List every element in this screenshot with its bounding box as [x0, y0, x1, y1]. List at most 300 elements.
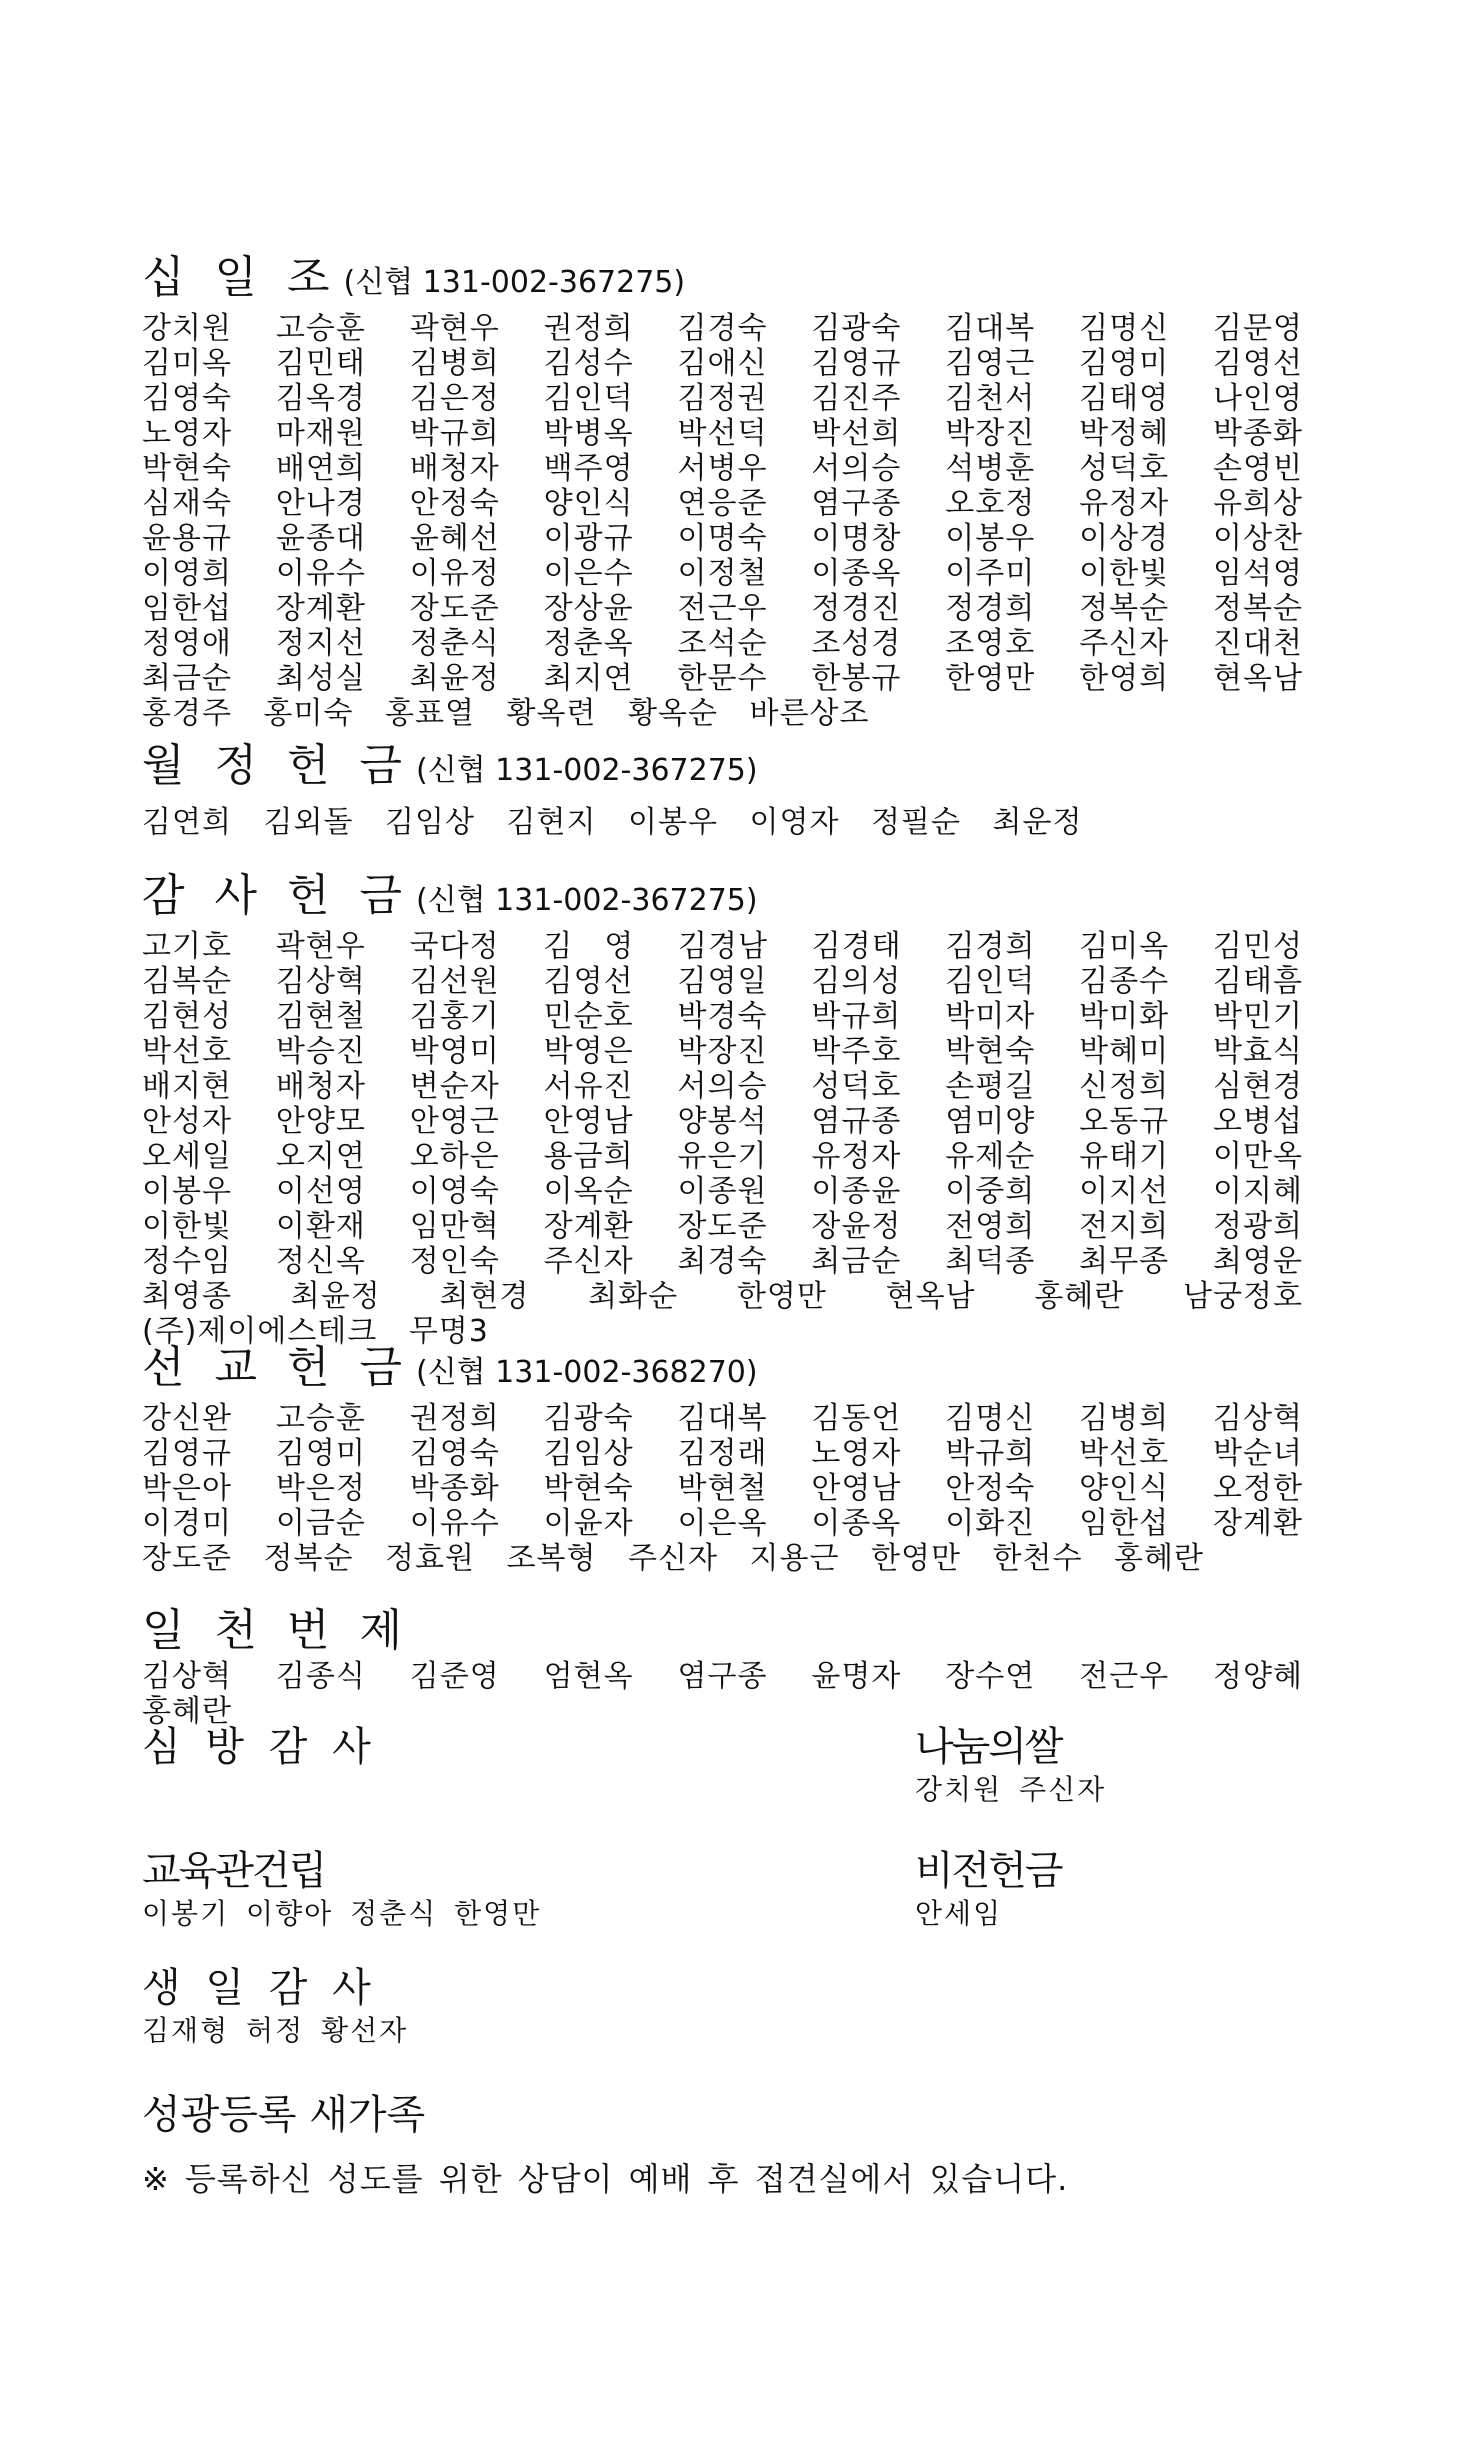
donor-name: 최현경 [439, 1279, 530, 1314]
mission-names [142, 1401, 1322, 1576]
donor-name: 이상경 [1079, 521, 1170, 556]
donor-name: 이만옥 [1213, 1139, 1303, 1174]
donor-name: 이은수 [543, 556, 634, 591]
donor-name: 현옥남 [885, 1279, 976, 1314]
donor-name: 정수임 [142, 1244, 232, 1279]
thanks-account: (신협 131-002-367275) [415, 883, 758, 918]
donor-name: 이영희 [142, 556, 232, 591]
donor-name: 이중희 [945, 1174, 1036, 1209]
donor-name: 박승진 [275, 1034, 366, 1069]
donor-name: 김연희 [142, 805, 232, 840]
thanks-offering-section [142, 868, 1322, 1349]
donor-name: 박효식 [1213, 1034, 1303, 1069]
thanks-names [142, 929, 1322, 1349]
donor-name: 장도준 [142, 1541, 232, 1576]
donor-name: 박민기 [1213, 999, 1303, 1034]
donor-name: 이경미 [142, 1506, 232, 1541]
donor-name: 무명3 [408, 1314, 489, 1349]
donor-name: 박경숙 [677, 999, 768, 1034]
donor-name: 홍미숙 [263, 696, 354, 731]
donor-name: 이한빛 [1079, 556, 1170, 591]
donor-name: 임한섭 [142, 591, 232, 626]
donor-name: 이환재 [275, 1209, 366, 1244]
donor-name: 서의승 [677, 1069, 768, 1104]
donor-name: 권정희 [409, 1401, 500, 1436]
donor-name: 오동규 [1079, 1104, 1170, 1139]
birthday-section [142, 1963, 742, 2049]
donor-name: 박규희 [945, 1436, 1036, 1471]
donor-name: 김대복 [677, 1401, 768, 1436]
donor-name: 이유수 [409, 1506, 500, 1541]
donor-name: 안영남 [543, 1104, 634, 1139]
donor-name: 주신자 [543, 1244, 634, 1279]
donor-name: 박선호 [142, 1034, 232, 1069]
donor-name: 양봉석 [677, 1104, 768, 1139]
donor-name: 정필순 [871, 805, 961, 840]
donor-name: 이윤자 [543, 1506, 634, 1541]
donor-name: 이지선 [1079, 1174, 1170, 1209]
donor-name: 김태흠 [1213, 964, 1303, 999]
donor-name: 황옥련 [506, 696, 597, 731]
donor-name: 장상윤 [543, 591, 634, 626]
donor-name: 장계환 [275, 591, 366, 626]
donor-name: 정신옥 [275, 1244, 366, 1279]
donor-name: 김임상 [385, 805, 475, 840]
donor-name: 안정숙 [945, 1471, 1036, 1506]
donor-name: 김정래 [677, 1436, 768, 1471]
donor-name: 염규종 [811, 1104, 902, 1139]
donor-name: 정복순 [263, 1541, 354, 1576]
nanum-names: 강치원 주신자 [915, 1773, 1107, 1806]
donor-name: 국다정 [409, 929, 500, 964]
donor-name: (주)제이에스테크 [142, 1314, 378, 1349]
donor-name: 강신완 [142, 1401, 232, 1436]
thanks-heading [142, 868, 1322, 929]
donor-name: 이명창 [811, 521, 902, 556]
donor-name: 한영만 [871, 1541, 961, 1576]
donor-name: 오지연 [275, 1139, 366, 1174]
donor-name: 마재원 [275, 416, 366, 451]
donor-name: 박미화 [1079, 999, 1170, 1034]
donor-name: 조복형 [506, 1541, 597, 1576]
donor-name: 최영종 [142, 1279, 232, 1314]
donor-name: 한영만 [736, 1279, 827, 1314]
donor-name: 안정숙 [409, 486, 500, 521]
donor-name: 김병희 [1079, 1401, 1170, 1436]
donor-name: 정광희 [1213, 1209, 1303, 1244]
tithe-heading [142, 250, 1322, 311]
tithe-title: 십 일 조 [142, 252, 338, 303]
donor-name: 안양모 [275, 1104, 366, 1139]
donor-name: 용금희 [543, 1139, 634, 1174]
birthday-names: 김재형 허정 황선자 [142, 2014, 409, 2047]
donor-name: 한영희 [1079, 661, 1170, 696]
donor-name: 이봉우 [945, 521, 1036, 556]
donor-name: 홍혜란 [1114, 1541, 1204, 1576]
donor-name: 손평길 [945, 1069, 1036, 1104]
donor-name: 박현숙 [142, 451, 232, 486]
donor-name: 홍혜란 [142, 1694, 232, 1729]
donor-name: 김홍기 [409, 999, 500, 1034]
donor-name: 정춘옥 [543, 626, 634, 661]
donor-name: 배청자 [409, 451, 500, 486]
donor-name: 최윤정 [290, 1279, 381, 1314]
donor-name: 김종수 [1079, 964, 1170, 999]
donor-name: 권정희 [543, 311, 634, 346]
vision-title: 비전헌금 [915, 1848, 1062, 1894]
donor-name: 최경숙 [677, 1244, 768, 1279]
donor-name: 이한빛 [142, 1209, 232, 1244]
donor-name: 장계환 [543, 1209, 634, 1244]
donor-name: 곽현우 [409, 311, 500, 346]
donor-name: 나인영 [1213, 381, 1303, 416]
donor-name: 박선호 [1079, 1436, 1170, 1471]
donor-name: 최윤정 [409, 661, 500, 696]
donor-name: 박정혜 [1079, 416, 1170, 451]
donor-name: 이영자 [749, 805, 840, 840]
donor-name: 김경숙 [677, 311, 768, 346]
donor-name: 한천수 [992, 1541, 1083, 1576]
donor-name: 민순호 [543, 999, 634, 1034]
donor-name: 김현성 [142, 999, 232, 1034]
donor-name: 박영미 [409, 1034, 500, 1069]
donor-name: 박선덕 [677, 416, 768, 451]
donor-name: 전지희 [1079, 1209, 1170, 1244]
donor-name: 홍표열 [385, 696, 475, 731]
donor-name: 이유수 [275, 556, 366, 591]
donor-name: 오호정 [945, 486, 1036, 521]
visitation-section [142, 1722, 642, 1772]
donor-name: 김미옥 [1079, 929, 1170, 964]
donor-name: 양인식 [543, 486, 634, 521]
donor-name: 서유진 [543, 1069, 634, 1104]
donor-name: 유정자 [1079, 486, 1170, 521]
donor-name: 엄현옥 [543, 1659, 634, 1694]
donor-name: 정경진 [811, 591, 902, 626]
donor-name: 노영자 [142, 416, 232, 451]
donor-name: 이은옥 [677, 1506, 768, 1541]
donor-name: 김현지 [506, 805, 597, 840]
donor-name: 김진주 [811, 381, 902, 416]
mission-heading [142, 1340, 1322, 1401]
donor-name: 정춘식 [409, 626, 500, 661]
donor-name: 석병훈 [945, 451, 1036, 486]
donor-name: 윤혜선 [409, 521, 500, 556]
donor-name: 이종옥 [811, 1506, 902, 1541]
donor-name: 김명신 [1079, 311, 1170, 346]
education-building-section [142, 1846, 742, 1932]
mission-account: (신협 131-002-368270) [415, 1355, 758, 1390]
donor-name: 이종옥 [811, 556, 902, 591]
donor-name: 이정철 [677, 556, 768, 591]
donor-name: 이유정 [409, 556, 500, 591]
donor-name: 한문수 [677, 661, 768, 696]
donor-name: 김영규 [142, 1436, 232, 1471]
donor-name: 오정한 [1213, 1471, 1303, 1506]
donor-name: 이봉우 [628, 805, 718, 840]
donor-name: 곽현우 [275, 929, 366, 964]
donor-name: 최영운 [1213, 1244, 1303, 1279]
donor-name: 박장진 [945, 416, 1036, 451]
thanks-title: 감 사 헌 금 [142, 870, 410, 921]
donor-name: 김광숙 [811, 311, 902, 346]
donor-name: 변순자 [409, 1069, 500, 1104]
donor-name: 조성경 [811, 626, 902, 661]
donor-name: 김민태 [275, 346, 366, 381]
donor-name: 김현철 [275, 999, 366, 1034]
donor-name: 이주미 [945, 556, 1036, 591]
donor-name: 조석순 [677, 626, 768, 661]
donor-name: 박장진 [677, 1034, 768, 1069]
donor-name: 김정권 [677, 381, 768, 416]
donor-name: 최금순 [142, 661, 232, 696]
donor-name: 박규희 [409, 416, 500, 451]
donor-name: 바른상조 [749, 696, 870, 731]
donor-name: 김영일 [677, 964, 768, 999]
donor-name: 박종화 [1213, 416, 1303, 451]
donor-name: 고승훈 [275, 311, 366, 346]
donor-name: 장계환 [1213, 1506, 1303, 1541]
donor-name: 김광숙 [543, 1401, 634, 1436]
donor-name: 서의승 [811, 451, 902, 486]
donor-name: 김경남 [678, 929, 768, 964]
ilcheon-names [142, 1659, 1322, 1729]
donor-name: 유태기 [1079, 1139, 1170, 1174]
donor-name: 염구종 [677, 1659, 768, 1694]
donor-name: 김영숙 [142, 381, 232, 416]
donor-name: 안영근 [409, 1104, 500, 1139]
donor-name: 배연희 [275, 451, 366, 486]
donor-name: 안성자 [142, 1104, 232, 1139]
new-family-section [142, 2090, 1322, 2200]
donor-name: 염구종 [811, 486, 902, 521]
donor-name: 윤명자 [811, 1659, 902, 1694]
donor-name: 박혜미 [1079, 1034, 1170, 1069]
donor-name: 김상혁 [275, 964, 366, 999]
donor-name: 오병섭 [1213, 1104, 1303, 1139]
donor-name: 김경태 [811, 929, 902, 964]
donor-name: 임만혁 [409, 1209, 500, 1244]
donor-name: 성덕호 [1079, 451, 1170, 486]
donor-name: 김상혁 [1213, 1401, 1303, 1436]
donor-name: 유정자 [811, 1139, 902, 1174]
donor-name: 황옥순 [628, 696, 718, 731]
donor-name: 정경희 [945, 591, 1036, 626]
donor-name: 박종화 [409, 1471, 500, 1506]
donor-name: 조영호 [945, 626, 1036, 661]
donor-name: 김복순 [142, 964, 232, 999]
donor-name: 이광규 [543, 521, 634, 556]
donor-name: 김영미 [275, 1436, 366, 1471]
donor-name: 성덕호 [811, 1069, 902, 1104]
tithe-account: (신협 131-002-367275) [343, 265, 686, 300]
thousand-offering-section [142, 1603, 1322, 1729]
donor-name: 오세일 [142, 1139, 232, 1174]
donor-name: 김옥경 [275, 381, 366, 416]
donor-name: 고기호 [142, 929, 232, 964]
donor-name: 최지연 [543, 661, 634, 696]
donor-name: 이지혜 [1213, 1174, 1303, 1209]
donor-name: 홍혜란 [1034, 1279, 1125, 1314]
donor-name: 박현철 [677, 1471, 768, 1506]
donor-name: 임한섭 [1079, 1506, 1170, 1541]
monthly-heading [142, 738, 1322, 799]
donor-name: 임석영 [1213, 556, 1303, 591]
donor-name: 홍경주 [142, 696, 232, 731]
donor-name: 김명신 [945, 1401, 1036, 1436]
donor-name: 한영만 [945, 661, 1036, 696]
donor-name: 고승훈 [275, 1401, 366, 1436]
donor-name: 김인덕 [945, 964, 1036, 999]
donor-name: 노영자 [811, 1436, 902, 1471]
donor-name: 박현숙 [945, 1034, 1036, 1069]
newfamily-note: ※ 등록하신 성도를 위한 상담이 예배 후 접견실에서 있습니다. [142, 2160, 1069, 2198]
donor-name: 장수연 [945, 1659, 1036, 1694]
birthday-title: 생 일 감 사 [142, 1965, 377, 2011]
donor-name: 윤종대 [275, 521, 366, 556]
donor-name: 김미옥 [142, 346, 232, 381]
donor-name: 김영선 [543, 964, 634, 999]
donor-name: 이명숙 [677, 521, 768, 556]
donor-name: 정복순 [1079, 591, 1170, 626]
donor-name: 박미자 [945, 999, 1036, 1034]
newfamily-title: 성광등록 새가족 [142, 2092, 426, 2138]
donor-name: 이선영 [275, 1174, 366, 1209]
donor-name: 전영희 [945, 1209, 1036, 1244]
donor-name: 정효원 [385, 1541, 475, 1576]
donor-name: 김임상 [543, 1436, 634, 1471]
donor-name: 김외돌 [263, 805, 354, 840]
donor-name: 전근우 [1079, 1659, 1170, 1694]
donor-name: 박은정 [275, 1471, 366, 1506]
donor-name: 김은정 [409, 381, 500, 416]
donor-name: 최화순 [588, 1279, 679, 1314]
donor-name: 박순녀 [1213, 1436, 1303, 1471]
nanum-title: 나눔의쌀 [915, 1724, 1062, 1770]
education-title: 교육관건립 [142, 1848, 326, 1894]
donor-name: 김영근 [945, 346, 1036, 381]
donor-name: 이화진 [945, 1506, 1036, 1541]
tithe-names [142, 311, 1322, 731]
donor-name: 진대천 [1213, 626, 1303, 661]
donor-name: 김인덕 [543, 381, 634, 416]
monthly-names [142, 805, 1322, 840]
donor-name: 지용근 [749, 1541, 840, 1576]
vision-offering-section [915, 1846, 1335, 1932]
donor-name: 윤용규 [142, 521, 232, 556]
donor-name: 김태영 [1079, 381, 1170, 416]
donor-name: 이상찬 [1213, 521, 1303, 556]
donor-name: 배지현 [142, 1069, 232, 1104]
donor-name: 박규희 [811, 999, 902, 1034]
donor-name: 이봉우 [142, 1174, 232, 1209]
donor-name: 김대복 [945, 311, 1036, 346]
donor-name: 배청자 [275, 1069, 366, 1104]
donor-name: 손영빈 [1213, 451, 1303, 486]
monthly-offering-section [142, 738, 1322, 840]
donor-name: 최성실 [275, 661, 366, 696]
donor-name: 김영규 [811, 346, 902, 381]
donor-name: 김애신 [677, 346, 768, 381]
donor-name: 심현경 [1213, 1069, 1303, 1104]
donor-name: 장도준 [409, 591, 500, 626]
donor-name: 정양혜 [1213, 1659, 1303, 1694]
donor-name: 김준영 [409, 1659, 500, 1694]
donor-name: 유은기 [677, 1139, 768, 1174]
donor-name: 김선원 [409, 964, 500, 999]
donor-name: 이종원 [677, 1174, 768, 1209]
donor-name: 김문영 [1213, 311, 1303, 346]
donor-name: 안나경 [275, 486, 366, 521]
education-names: 이봉기 이향아 정춘식 한영만 [142, 1897, 542, 1930]
mission-offering-section [142, 1340, 1322, 1576]
donor-name: 오하은 [409, 1139, 500, 1174]
donor-name: 김영미 [1079, 346, 1170, 381]
donor-name: 이종윤 [811, 1174, 902, 1209]
donor-name: 장도준 [677, 1209, 768, 1244]
donor-name: 박선희 [811, 416, 902, 451]
donor-name: 박영은 [543, 1034, 634, 1069]
donor-name: 정지선 [275, 626, 366, 661]
donor-name: 김천서 [945, 381, 1036, 416]
donor-name: 유희상 [1213, 486, 1303, 521]
donor-name: 정인숙 [409, 1244, 500, 1279]
donor-name: 김경희 [945, 929, 1036, 964]
donor-name: 한봉규 [811, 661, 902, 696]
donor-name: 김종식 [275, 1659, 366, 1694]
donor-name: 최덕종 [945, 1244, 1036, 1279]
donor-name: 심재숙 [142, 486, 232, 521]
vision-names: 안세임 [915, 1897, 1003, 1930]
donor-name: 최운정 [992, 805, 1083, 840]
donor-name: 박병옥 [543, 416, 634, 451]
donor-name: 최금순 [811, 1244, 902, 1279]
donor-name: 신정희 [1079, 1069, 1170, 1104]
donor-name: 유제순 [945, 1139, 1036, 1174]
donor-name: 박은아 [142, 1471, 232, 1506]
donor-name: 주신자 [628, 1541, 718, 1576]
tithe-section [142, 250, 1322, 731]
donor-name: 서병우 [677, 451, 768, 486]
monthly-account: (신협 131-002-367275) [415, 753, 758, 788]
donor-name: 정복순 [1213, 591, 1303, 626]
donor-name: 김영선 [1213, 346, 1303, 381]
donor-name: 김의성 [811, 964, 902, 999]
donor-name: 최무종 [1079, 1244, 1170, 1279]
donor-name: 김상혁 [142, 1659, 232, 1694]
donor-name: 김영숙 [409, 1436, 500, 1471]
donor-name: 박주호 [811, 1034, 902, 1069]
donor-name: 백주영 [543, 451, 634, 486]
mission-title: 선 교 헌 금 [142, 1342, 410, 1393]
donor-name: 이금순 [275, 1506, 366, 1541]
donor-name: 연응준 [677, 486, 768, 521]
simbang-title: 심 방 감 사 [142, 1724, 377, 1770]
donor-name: 장윤정 [811, 1209, 902, 1244]
donor-name: 김성수 [543, 346, 634, 381]
donor-name: 남궁정호 [1183, 1279, 1303, 1314]
donor-name: 김민성 [1213, 929, 1303, 964]
donor-name: 현옥남 [1213, 661, 1303, 696]
donor-name: 정영애 [142, 626, 232, 661]
donor-name: 강치원 [142, 311, 232, 346]
donor-name: 주신자 [1079, 626, 1170, 661]
donor-name: 염미양 [945, 1104, 1036, 1139]
donor-name: 김병희 [409, 346, 500, 381]
donor-name: 이영숙 [409, 1174, 500, 1209]
donor-name: 양인식 [1079, 1471, 1170, 1506]
donor-name: 전근우 [677, 591, 768, 626]
